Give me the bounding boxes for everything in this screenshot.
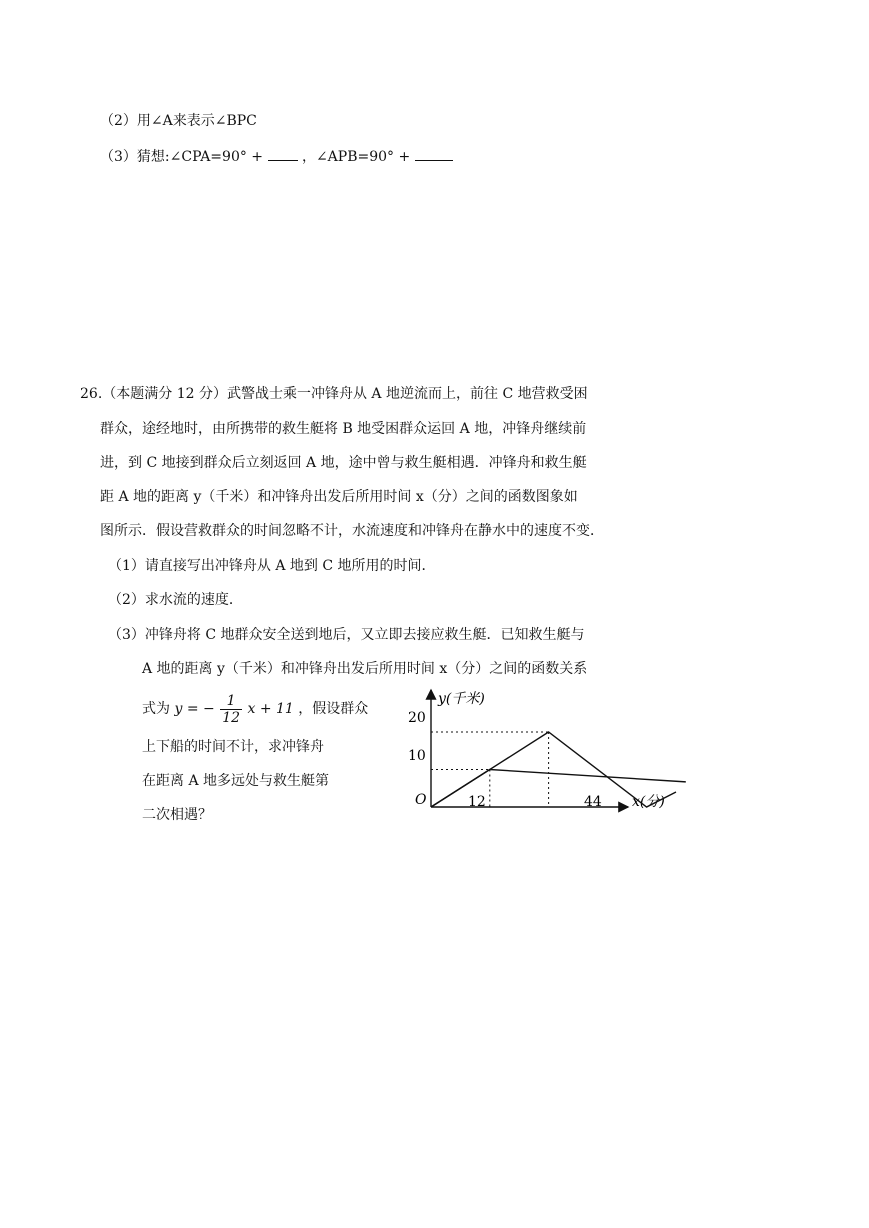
y-axis-label: y(千米) xyxy=(438,691,485,707)
prev-question-3-lead: （3）猜想:∠CPA=90° + xyxy=(100,149,264,165)
sub-question-3-line-4: 上下船的时间不计，求冲锋舟 xyxy=(142,739,324,755)
formula-rhs: x + 11 xyxy=(247,701,294,717)
formula-numerator: 1 xyxy=(220,693,242,710)
sub-question-2: （2）求水流的速度． xyxy=(108,592,243,608)
origin-label: O xyxy=(415,792,427,808)
problem-26-line-5: 图所示．假设营救群众的时间忽略不计，水流速度和冲锋舟在静水中的速度不变． xyxy=(100,523,604,539)
sub-question-3-line-5: 在距离 A 地多远处与救生艇第 xyxy=(142,773,330,789)
answer-blank-1 xyxy=(268,146,298,161)
problem-26-line-4: 距 A 地的距离 y（千米）和冲锋舟出发后所用时间 x（分）之间的函数图象如 xyxy=(100,489,578,505)
formula-suffix: ，假设群众 xyxy=(298,701,369,717)
sub-question-3-line-6: 二次相遇？ xyxy=(142,807,212,823)
y-tick-20: 20 xyxy=(408,710,426,726)
problem-26-line-3: 进，到 C 地接到群众后立刻返回 A 地，途中曾与救生艇相遇．冲锋舟和救生艇 xyxy=(100,455,587,471)
sub-question-3-formula-line xyxy=(142,692,368,726)
formula-prefix: 式为 xyxy=(142,701,170,717)
problem-26-line-2: 群众，途经地时，由所携带的救生艇将 B 地受困群众运回 A 地，冲锋舟继续前 xyxy=(100,421,587,437)
formula-lhs: y = − xyxy=(174,701,215,717)
problem-26-line-1: 26.（本题满分 12 分）武警战士乘一冲锋舟从 A 地逆流而上，前往 C 地营救受困 xyxy=(80,386,588,402)
sub-question-1: （1）请直接写出冲锋舟从 A 地到 C 地所用的时间． xyxy=(108,558,436,574)
prev-question-3 xyxy=(100,146,453,166)
x-tick-44: 44 xyxy=(584,794,602,810)
sub-question-3-line-2: A 地的距离 y（千米）和冲锋舟出发后所用时间 x（分）之间的函数关系 xyxy=(142,661,588,677)
prev-question-3-mid: ，∠APB=90° + xyxy=(301,149,411,165)
formula-fraction xyxy=(220,693,242,726)
y-tick-10: 10 xyxy=(408,748,426,764)
answer-blank-2 xyxy=(415,146,453,161)
function-graph xyxy=(400,680,700,830)
sub-question-3-line-1: （3）冲锋舟将 C 地群众安全送到地后，又立即去接应救生艇．已知救生艇与 xyxy=(108,627,585,643)
x-tick-12: 12 xyxy=(468,794,486,810)
prev-question-2: （2）用∠A来表示∠BPC xyxy=(100,113,257,129)
x-axis-label: x(分) xyxy=(632,794,665,810)
formula-denominator: 12 xyxy=(222,709,241,726)
